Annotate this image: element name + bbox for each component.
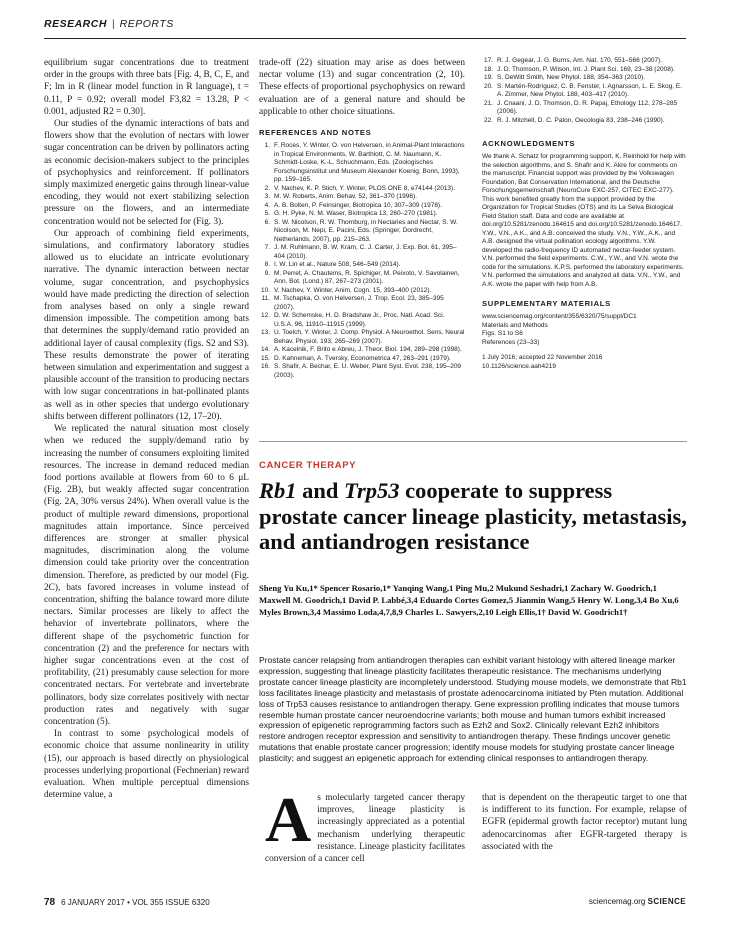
reference-item [482,83,687,100]
reference-text: S. Martén-Rodríguez, C. B. Fenster, I. Agnarsson, L. E. Skog, E. A. Zimmer, New Phytol. 188, 403–417 (2010). [497,82,682,98]
reference-item [259,219,465,245]
reference-text: M. Tschapka, O. von Helversen, J. Trop. Ecol. 23, 385–395 (2007). [274,295,444,311]
reference-text: R. J. Mitchell, D. C. Paton, Oecologia 83, 238–246 (1990). [497,116,665,124]
reference-text: J. D. Thomson, P. Wilson, Int. J. Plant Sci. 169, 23–38 (2008). [497,65,675,73]
paragraph: trade-off (22) situation may arise as does between nectar volume (13) and sugar concentration (2, 10). These effects of proportional psychophysics on reward evaluation are of a general nature and should be applicable to other choice situations. [259,58,465,117]
reference-text: S. W. Nicolson, R. W. Thornburg, in Nectaries and Nectar, S. W. Nicolson, M. Nepi, E. Pacini, Eds. (Springer, Dordrecht, Netherlands, 2007), pp. 215–263. [274,218,458,243]
author-list: Sheng Yu Ku,1* Spencer Rosario,1* Yanqing Wang,1 Ping Mu,2 Mukund Seshadri,1 Zachary W. Goodrich,1 Maxwell M. Goodrich,1 David P. Labbé,3,4 Eduardo Cortes Gomez,5 Jianmin Wang,5 Henry W. Long,3,4 Bo Xu,6 Myles Brown,3,4 Massimo Loda,4,7,8,9 Charles L. Sawyers,2,10 Leigh Ellis,1† David W. Goodrich1† [259,583,679,618]
reference-text: V. Nachev, Y. Winter, Anim. Cogn. 15, 393–400 (2012). [274,286,432,294]
paragraph: In contrast to some psychological models of economic choice that assume nonlinearity in utility (15), our approach is based directly on physiological processes underlying proportional (Fechnerian) reward evaluation. When multiple perceptual dimensions determine value, a [44,729,249,801]
supplementary-item: Materials and Methods [482,321,548,329]
reference-text: D. W. Schemske, H. D. Bradshaw Jr., Proc. Natl. Acad. Sci. U.S.A. 96, 11910–11915 (1999). [274,312,445,328]
reference-item [482,74,687,83]
intro-text: that is dependent on the therapeutic target to one that is indifferent to its function. For example, relapse of EGFR (epidermal growth factor receptor) mutant lung adenocarcinomas after EGFR-targeted therapy is associated with the [482,793,687,852]
article-title [259,478,689,555]
reference-item [259,363,465,380]
reference-text: M. Perret, A. Chautems, R. Spichiger, M. Peixoto, V. Savolainen, Ann. Bot. (Lond.) 87, 267–273 (2001). [274,269,460,286]
issue-info: 6 JANUARY 2017 • VOL 355 ISSUE 6320 [61,898,210,907]
reference-number: 12. [260,312,270,320]
reference-item [259,142,465,185]
abstract: Prostate cancer relapsing from antiandrogen therapies can exhibit variant histology with altered lineage marker expression, suggesting that lineage plasticity facilitates therapeutic resistance. The mechanisms underlying prostate cancer lineage plasticity are incompletely understood. Studying mouse models, we demonstrate that Rb1 loss facilitates lineage plasticity and metastasis of prostate adenocarcinoma initiated by Pten mutation. Additional loss of Trp53 causes resistance to antiandrogen therapy. Gene expression profiling indicates that mouse tumors resemble human prostate cancer neuroendocrine variants; both mouse and human tumors exhibit increased expression of epigenetic reprogramming factors such as Ezh2 and Sox2. Clinically relevant Ezh2 inhibitors restore androgen receptor expression and sensitivity to antiandrogen therapy. These findings uncover genetic mutations that enable prostate cancer progression; identify mouse models for studying prostate cancer lineage plasticity; and suggest an epigenetic approach for extending clinical responses to antiandrogen therapy. [259,655,687,764]
references-list-continued [482,57,687,125]
reference-item [482,66,687,75]
reference-number: 20. [483,82,493,90]
body-column-3 [482,57,687,457]
reference-number: 15. [260,354,270,362]
reference-text: U. Toelch, Y. Winter, J. Comp. Physiol. A Neuroethol. Sens. Neural Behav. Physiol. 193, 265–269 (2007). [274,329,465,345]
gene-name: Trp53 [344,478,400,503]
reference-number: 3. [264,193,270,201]
reference-number: 22. [483,116,493,124]
dates-line: 1 July 2016; accepted 22 November 2016 [482,354,603,361]
reference-number: 1. [264,142,270,150]
paragraph: equilibrium sugar concentrations due to treatment order in the groups with three bats [Fig. 4, B, C, E, and F; lm in R (linear model function in R language), t = 0.11, P = 0.92; overall model F3,82 = 13.28, P < 0.001, adjusted R2 = 0.30]. [44,58,249,117]
reference-number: 7. [264,244,270,252]
references-heading: REFERENCES AND NOTES [259,128,372,138]
reference-text: F. Roces, Y. Winter, O. von Helversen, in Animal-Plant Interactions in Tropical Environments, W. Barthlott, C. M. Naumann, K. Schmidt-Loske, K.-L. Schuchmann, Eds. (Zoologisches Forschungsinstitut und Museum Alexander Koenig, Bonn, 1993), pp. 159–165. [274,142,465,184]
reference-number: 9. [264,269,270,277]
reference-number: 16. [260,363,270,371]
section-divider [259,441,687,442]
reference-item [259,355,465,364]
reference-number: 8. [264,261,270,269]
reference-text: R. J. Gegear, J. G. Burns, Am. Nat. 170, 551–566 (2007). [497,57,663,64]
reference-number: 14. [260,346,270,354]
doi-line[interactable]: 10.1126/science.aah4219 [482,362,556,370]
reference-item [259,193,465,202]
body-column-2 [259,57,465,437]
reference-text: I. W. Lin et al., Nature 508, 546–549 (2014). [274,261,401,269]
reference-item [259,210,465,219]
page-footer [44,897,686,911]
intro-column-right [482,792,687,876]
reference-item [482,117,687,126]
reference-number: 18. [483,65,493,73]
reference-item [259,202,465,211]
section-label: RESEARCH [44,18,107,30]
reference-number: 4. [264,201,270,209]
reference-number: 17. [483,57,493,64]
reference-text: M. W. Roberts, Anim. Behav. 52, 361–370 (1996). [274,193,417,201]
reference-item [259,185,465,194]
reference-item [259,329,465,346]
reference-item [259,312,465,329]
reference-item [482,100,687,117]
reference-text: A. Kacelnik, F. Brito e Abreu, J. Theor. Biol. 194, 289–298 (1998). [274,346,462,354]
article-kicker: CANCER THERAPY [259,460,357,471]
reference-item [259,287,465,296]
reference-number: 19. [483,74,493,81]
reference-text: V. Nachev, K. P. Stich, Y. Winter, PLOS ONE 8, e74144 (2013). [274,184,456,192]
drop-cap: A [265,792,312,855]
page-header [44,14,686,32]
supplementary-item: Figs. S1 to S6 [482,330,523,337]
reference-item [259,346,465,355]
site-link[interactable]: sciencemag.org [588,897,646,906]
reference-text: A. B. Bolten, P. Feinsinger, Biotropica 10, 307–309 (1978). [274,201,442,209]
gene-name: Rb1 [259,478,297,503]
reference-number: 2. [264,184,270,192]
supplementary-heading: SUPPLEMENTARY MATERIALS [482,299,611,308]
reference-number: 13. [260,329,270,337]
reference-item [259,295,465,312]
reference-text: J. M. Ruhlmann, B. W. Kram, C. J. Carter, J. Exp. Bot. 61, 395–404 (2010). [274,244,457,260]
reference-text: D. Kahneman, A. Tversky, Econometrica 47, 263–291 (1979). [274,354,451,362]
journal-name: SCIENCE [647,897,686,906]
acknowledgments-heading: ACKNOWLEDGMENTS [482,139,576,148]
references-list [259,142,465,380]
reference-text: S. Shafir, A. Bechar, E. U. Weber, Plant Syst. Evol. 238, 195–209 (2003). [274,363,462,379]
header-separator: | [111,18,115,30]
reference-item [259,244,465,261]
intro-column-left [265,792,465,876]
subsection-label: REPORTS [119,18,174,30]
body-column-1 [44,57,249,877]
title-text: and [296,478,345,503]
reference-number: 21. [483,99,493,107]
reference-text: J. Cnaani, J. D. Thomson, D. R. Papaj, Ethology 112, 278–285 (2006). [497,99,678,115]
reference-item [482,57,687,66]
intro-text: s molecularly targeted cancer therapy improves, lineage plasticity is increasingly appreciated as a potential mechanism underlying therapeutic resistance. Lineage plasticity facilitates conversion of a cancer cell [265,793,465,865]
reference-item [259,261,465,270]
supplementary-item: References (23–33) [482,338,540,346]
reference-text: G. H. Pyke, N. M. Waser, Biotropica 13, 260–270 (1981). [274,210,438,218]
page-number: 78 [44,897,56,908]
paragraph: Our approach of combining field experiments, simulations, and confirmatory laboratory studies allowed us to elucidate an intricate evolutionary narrative. The dynamic interaction between nectar volume, sugar concentration, and psychophysics would have made predicting the direction of selection from analyses based on only a single reward dimension impossible. The competition among bats that determines the supply/demand ratio provided an additional layer of causal complexity (figs. S2 and S3). These results demonstrate the power of iterating between simulation and experimentation and suggest a plausible account of the transition to producing nectars with low sugar concentrations in bat-pollinated plants as well as in other species that undergo evolutionary shifts between different pollinators (12, 17–20). [44,228,249,422]
reference-item [259,270,465,287]
supplementary-link[interactable]: www.sciencemag.org/content/355/6320/75/suppl/DC1 [482,313,637,320]
reference-number: 5. [264,210,270,218]
reference-number: 10. [260,286,270,294]
paragraph: We replicated the natural situation most closely when we reduced the supply/demand ratio by increasing the number of consumers exploiting limited resources. The increase in demand reduced median food portions available at flowers from 60 to 6 μL (Fig. 2B), but weakly affected sugar concentration (Fig. 2A, 30% versus 24%). When overall value is the product of multiple reward dimensions, proportional magnitudes attain importance. Since perceived differences are stronger at smaller physical magnitudes, discrimination along the volume dimension could take priority over the concentration dimension. Therefore, as predicted by our model (Fig. 2C), bats favored increases in volume instead of concentration, shifting the balance toward more dilute nectars. Similar processes are likely to affect the behavior of invertebrate pollinators, where the different shape of the psychometric function for concentration (2) and the preference for nectars with higher sugar concentrations even at the cost of profitability, (21) presumably cause selection for more concentrated nectars. For vertebrate and invertebrate pollinators, body size correlates positively with nectar production rates and negatively with sugar concentration (5). [44,424,249,727]
title-text: cooperate to suppress prostate cancer lineage plasticity, metastasis, and antiandrogen resistance [259,478,687,554]
paragraph: Our studies of the dynamic interactions of bats and flowers show that the evolution of nectars with lower sugar concentration can be driven by pollinators acting as economic decision-makers subject to the principles of psychophysics and reinforcement. If pollinators simply maximized energetic gains through linear-value encoding, they would not exert stabilizing selection pressure on the flowers, and an intermediate concentration would not be selected for (Fig. 3). [44,119,249,227]
reference-text: S. DeWitt Smith, New Phytol. 188, 354–363 (2010). [497,74,646,81]
header-rule [44,38,686,39]
acknowledgments-text: We thank A. Schatz for programming support, K. Reinhold for help with the selection algorithms, and S. Shafir and K. Akre for comments on the manuscript. Financial support was provided by the Volkswagen Foundation, Bat Conservation International, and the Deutsche Forschungsgemeinschaft (NeuroCure EXC-257, CITEC EXC-277). This work benefited greatly from the support provided by the Organization for Tropical Studies (OTS) and its La Selva Biological Field Station staff. Data and code are available at doi.org/10.5281/zenodo.164615 and doi.org/10.5281/zenodo.164617. Y.W., V.N., A.K., and A.B. conceived the study. V.N., Y.W., A.K., and A.B. designed the virtual pollination ecology algorithms. Y.W. developed the radio-frequency ID automated nectar-feeder system. V.N. performed the field experiments. C.W., Y.W., and V.N. wrote the code for the simulations. K.P.S. performed the laboratory experiments. V.N. performed the simulations and analyzed all data. V.N., Y.W., and A.K. wrote the paper with help from A.B. [482,153,686,288]
reference-number: 11. [261,295,270,303]
reference-number: 6. [264,218,270,226]
